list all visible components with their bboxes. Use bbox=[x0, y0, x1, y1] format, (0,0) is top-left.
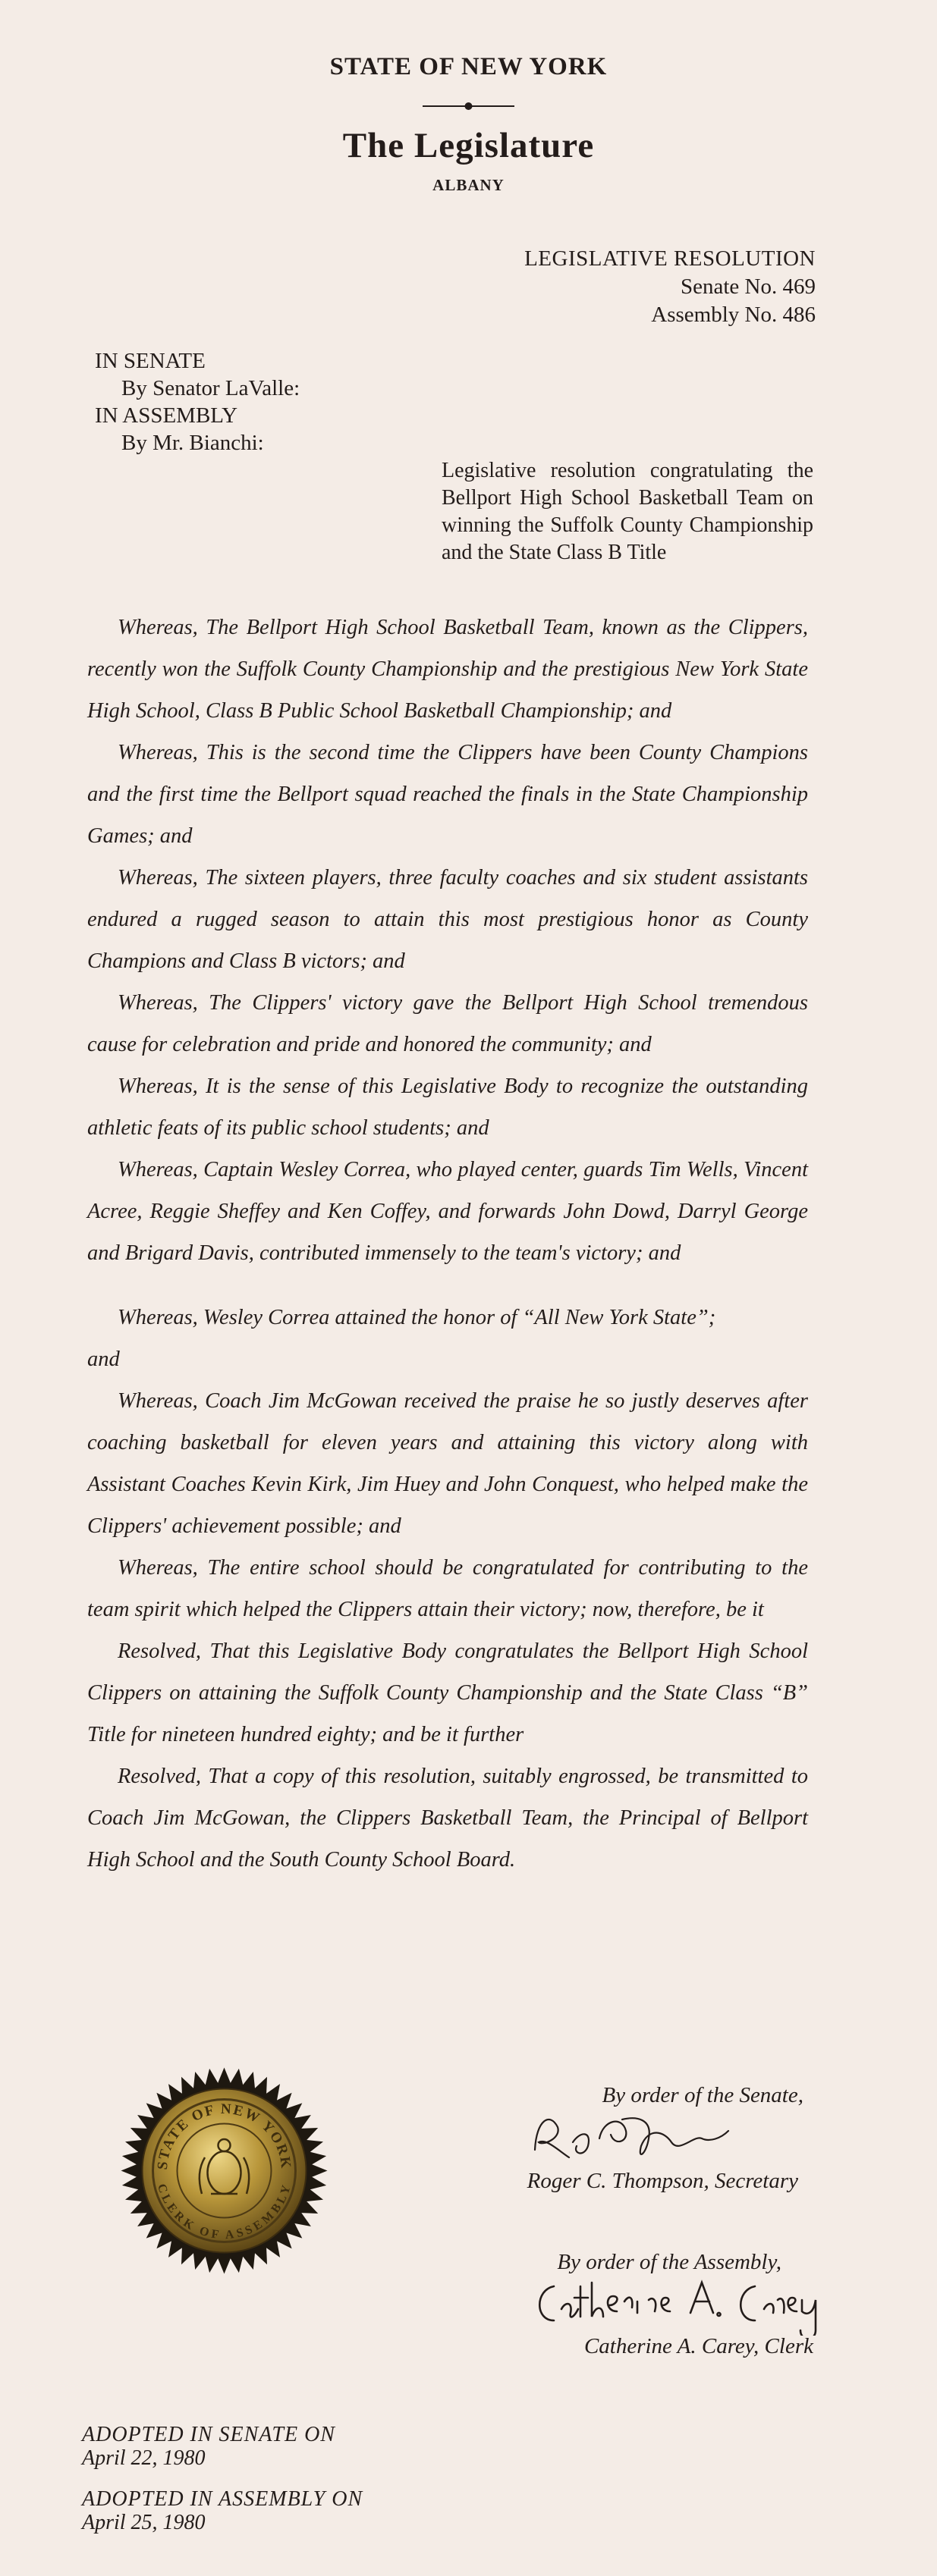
whereas-clause: Whereas, Coach Jim McGowan received the praise he so justly deserves after coaching basketball for eleven years and attaining this victory along with Assistant Coaches Kevin Kirk, Jim Huey and John Conquest, who helped make the Clippers' achievement possible; and bbox=[87, 1389, 808, 1538]
in-assembly-label: IN ASSEMBLY bbox=[95, 403, 238, 428]
senate-sponsor: By Senator LaValle: bbox=[121, 376, 300, 400]
seal-text-top: STATE OF NEW YORK bbox=[154, 2101, 294, 2171]
ornament-divider bbox=[421, 99, 516, 114]
resolved-clause: Resolved, That this Legislative Body congratulates the Bellport High School Clippers on attaining the Suffolk County Championship and the State Class “B” Title for nineteen hundred eighty; and be it further bbox=[87, 1639, 808, 1746]
whereas-clause: Whereas, This is the second time the Clippers have been County Champions and the first time the Bellport squad reached the finals in the State Championship Games; and bbox=[87, 741, 808, 848]
whereas-clause: Whereas, It is the sense of this Legislative Body to recognize the outstanding athletic feats of its public school students; and bbox=[87, 1075, 808, 1140]
assembly-number: Assembly No. 486 bbox=[651, 303, 816, 327]
assembly-order-line: By order of the Assembly, bbox=[557, 2250, 781, 2274]
adopted-senate-label: ADOPTED IN SENATE ON bbox=[82, 2423, 335, 2446]
whereas-clause: Whereas, The sixteen players, three faculty coaches and six student assistants endured a rugged season to attain this most prestigious honor as County Champions and Class B victors; and bbox=[87, 866, 808, 973]
whereas-clause: Whereas, Wesley Correa attained the honor of “All New York State”; bbox=[118, 1306, 716, 1329]
legislature-heading: The Legislature bbox=[342, 126, 595, 165]
assembly-clerk-signature bbox=[527, 2264, 831, 2336]
resolution-summary: Legislative resolution congratulating the Bellport High School Basketball Team on winning the Suffolk County Championship and the State Class B Title bbox=[442, 459, 813, 564]
whereas-clause: Whereas, The Bellport High School Basketball Team, known as the Clippers, recently won the Suffolk County Championship and the prestigious New York State High School, Class B Public School Basketball Championship; and bbox=[87, 616, 808, 723]
senate-order-line: By order of the Senate, bbox=[602, 2083, 803, 2107]
clause-continuation: and bbox=[87, 1348, 120, 1371]
whereas-clause: Whereas, The Clippers' victory gave the Bellport High School tremendous cause for celebration and pride and honored the community; and bbox=[87, 991, 808, 1056]
adopted-senate-date: April 22, 1980 bbox=[82, 2446, 206, 2470]
whereas-clause: Whereas, Captain Wesley Correa, who played center, guards Tim Wells, Vincent Acree, Reggie Sheffey and Ken Coffey, and forwards John Dowd, Darryl George and Brigard Davis, contributed immensely to the team's victory; and bbox=[87, 1158, 808, 1265]
resolution-title: LEGISLATIVE RESOLUTION bbox=[524, 246, 816, 271]
resolved-clause: Resolved, That a copy of this resolution, suitably engrossed, be transmitted to Coach Jim McGowan, the Clippers Basketball Team, the Principal of Bellport High School and the South County School Board. bbox=[87, 1765, 808, 1872]
whereas-clause: Whereas, The entire school should be congratulated for contributing to the team spirit which helped the Clippers attain their victory; now, therefore, be it bbox=[87, 1556, 808, 1621]
resolution-body bbox=[87, 607, 808, 1881]
gold-seal bbox=[120, 2066, 329, 2275]
senate-number: Senate No. 469 bbox=[681, 275, 816, 299]
adopted-assembly-label: ADOPTED IN ASSEMBLY ON bbox=[82, 2487, 363, 2511]
state-heading: STATE OF NEW YORK bbox=[329, 53, 608, 80]
assembly-signer: Catherine A. Carey, Clerk bbox=[583, 2334, 813, 2358]
senate-signer: Roger C. Thompson, Secretary bbox=[527, 2169, 798, 2193]
city-label: ALBANY bbox=[432, 176, 505, 194]
in-senate-label: IN SENATE bbox=[95, 349, 206, 373]
adopted-assembly-date: April 25, 1980 bbox=[82, 2511, 206, 2534]
assembly-sponsor: By Mr. Bianchi: bbox=[121, 431, 264, 455]
seal-text-bottom: CLERK OF ASSEMBLY bbox=[154, 2182, 294, 2242]
senate-secretary-signature bbox=[527, 2104, 747, 2169]
